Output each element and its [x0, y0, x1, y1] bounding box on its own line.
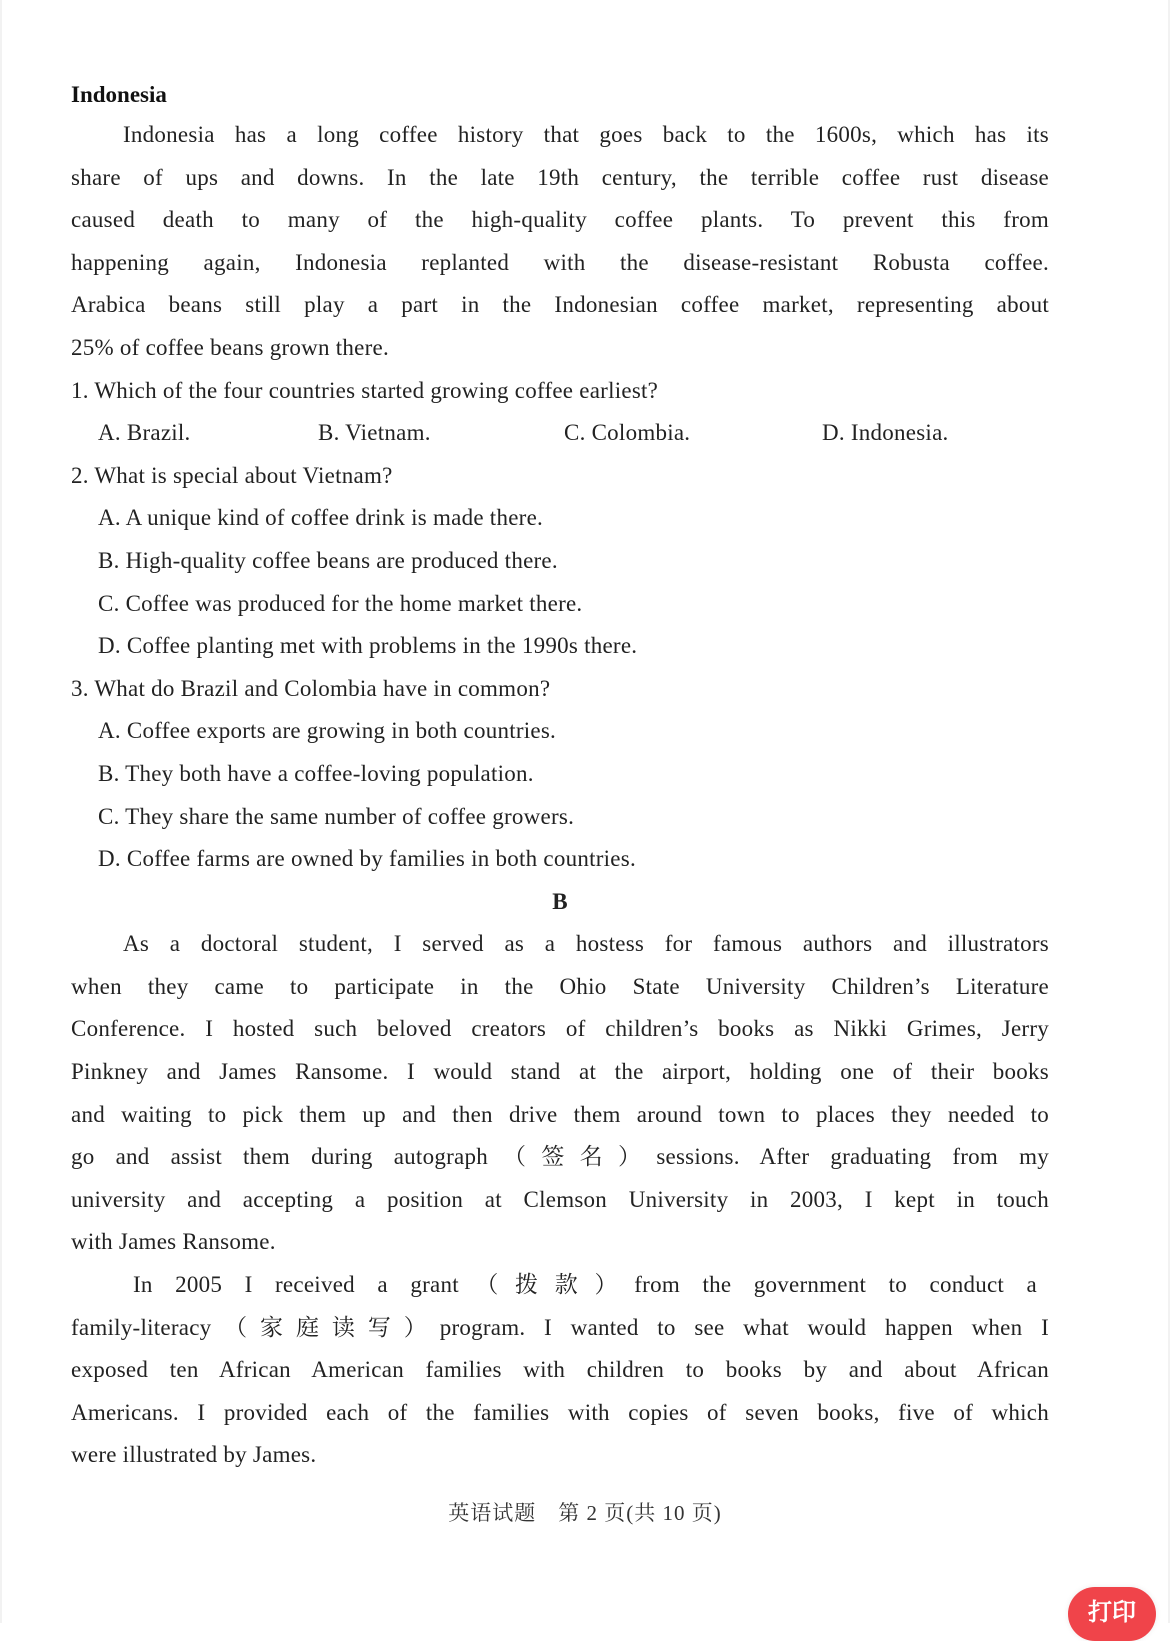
option-d: D. Indonesia.	[822, 420, 949, 446]
option-b: B. They both have a coffee-loving population.	[98, 760, 534, 786]
question-1: 1. Which of the four countries started growing coffee earliest?	[71, 377, 659, 403]
question-3: 3. What do Brazil and Colombia have in common?	[71, 675, 551, 701]
paragraph-line: caused death to many of the high-quality coffee plants. To prevent this from	[71, 207, 1049, 233]
option-c: C. Coffee was produced for the home market there.	[98, 590, 583, 616]
option-a: A. A unique kind of coffee drink is made there.	[98, 505, 544, 531]
paragraph-line: 25% of coffee beans grown there.	[71, 334, 389, 360]
option-a: A. Brazil.	[98, 420, 191, 446]
paragraph-line: Conference. I hosted such beloved creators of children’s books as Nikki Grimes, Jerry	[71, 1016, 1049, 1042]
exam-page	[71, 76, 1049, 1477]
paragraph-line: and waiting to pick them up and then drive them around town to places they needed to	[71, 1101, 1049, 1127]
paragraph-line: share of ups and downs. In the late 19th century, the terrible coffee rust disease	[71, 164, 1049, 190]
paragraph-line: exposed ten African American families with children to books by and about African	[71, 1357, 1049, 1383]
paragraph-line: In 2005 I received a grant（拨款）from the government to conduct a	[133, 1272, 1037, 1298]
option-d: D. Coffee farms are owned by families in both countries.	[98, 846, 636, 872]
paragraph-line: happening again, Indonesia replanted with the disease-resistant Robusta coffee.	[71, 249, 1049, 275]
paragraph-line: As a doctoral student, I served as a hostess for famous authors and illustrators	[123, 931, 1049, 957]
paragraph-line: go and assist them during autograph（签名）sessions. After graduating from my	[71, 1144, 1049, 1170]
option-b: B. High-quality coffee beans are produced there.	[98, 547, 558, 573]
paragraph-line: Pinkney and James Ransome. I would stand at the airport, holding one of their books	[71, 1059, 1049, 1085]
paragraph-line: when they came to participate in the Ohio State University Children’s Literature	[71, 973, 1049, 999]
section-heading-indonesia: Indonesia	[71, 82, 167, 107]
paragraph-line: Arabica beans still play a part in the Indonesian coffee market, representing about	[71, 292, 1049, 318]
section-title-b: B	[552, 888, 568, 914]
option-d: D. Coffee planting met with problems in the 1990s there.	[98, 633, 638, 659]
option-a: A. Coffee exports are growing in both countries.	[98, 718, 557, 744]
paragraph-line: Indonesia has a long coffee history that goes back to the 1600s, which has its	[123, 122, 1049, 147]
paragraph-line: were illustrated by James.	[71, 1442, 317, 1468]
option-c: C. Colombia.	[564, 420, 691, 446]
page-footer: 英语试题 第 2 页(共 10 页)	[448, 1501, 722, 1525]
page-left-edge	[0, 0, 2, 1623]
paragraph-line: family-literacy（家庭读写）program. I wanted to see what would happen when I	[71, 1314, 1049, 1340]
option-c: C. They share the same number of coffee growers.	[98, 803, 575, 829]
question-1-options	[71, 412, 1049, 455]
print-button[interactable]: 打印	[1068, 1587, 1156, 1641]
question-2: 2. What is special about Vietnam?	[71, 462, 393, 488]
option-b: B. Vietnam.	[318, 420, 431, 446]
paragraph-line: university and accepting a position at Clemson University in 2003, I kept in touch	[71, 1186, 1049, 1212]
paragraph-line: with James Ransome.	[71, 1229, 276, 1255]
paragraph-line: Americans. I provided each of the families with copies of seven books, five of which	[71, 1399, 1049, 1425]
